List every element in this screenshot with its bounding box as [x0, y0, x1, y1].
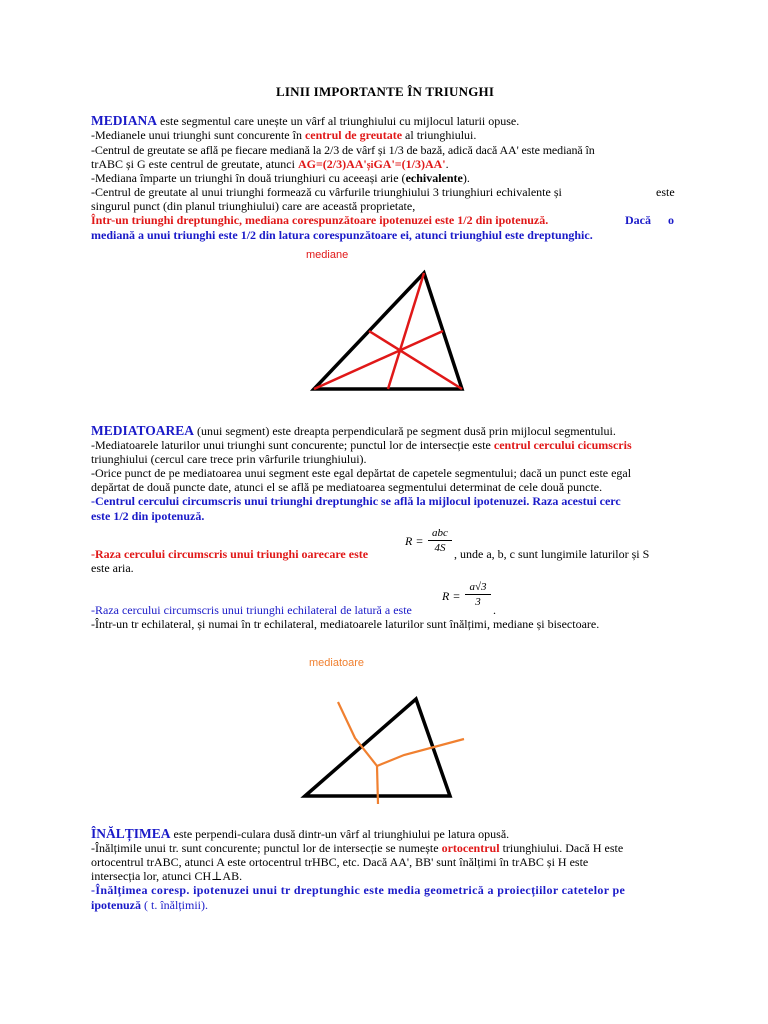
- mediatoarea-line-5: depărtat de două puncte date, atunci el se află pe mediatoarea segmentului determinat de cele două puncte.: [91, 480, 603, 494]
- mediatoare-triangle-figure: [300, 688, 472, 808]
- mediana-line-9: mediană a unui triunghi este 1/2 din latura corespunzătoare ei, atunci triunghiul este dreptunghic.: [91, 228, 593, 242]
- mediana-heading: MEDIANA: [91, 113, 157, 128]
- inaltimea-l2c: triunghiului. Dacă H este: [499, 841, 624, 855]
- mediana-l2a: -Medianele unui triunghi sunt concurente în: [91, 128, 305, 142]
- mediane-triangle-figure: [300, 266, 475, 396]
- inaltimea-line-3: ortocentrul trABC, atunci A este ortocentrul trHBC, etc. Dacă AA', BB' sunt înălțimi în trABC și H este: [91, 855, 589, 869]
- page-title: LINII IMPORTANTE ÎN TRIUNGHI: [276, 84, 495, 99]
- mediatoarea-definition: [91, 423, 616, 439]
- inaltimea-definition: [91, 826, 509, 842]
- mediana-line-3: -Centrul de greutate se află pe fiecare mediană la 2/3 de vârf și 1/3 de bază, adică dacă AA' este mediană în: [91, 143, 595, 157]
- formula-2-fraction: [465, 580, 491, 609]
- mediatoarea-line-7: este 1/2 din ipotenuză.: [91, 509, 205, 523]
- mediana-l4a: trABC și G este centrul de greutate, atunci: [91, 157, 298, 171]
- median-b: [314, 331, 443, 389]
- mediatoarea-line-8a: -Raza cercului circumscris unui triunghi oarecare este: [91, 547, 369, 561]
- mediana-line-7: singurul punct (din planul triunghiului) care are această proprietate,: [91, 199, 416, 213]
- mediana-line-2: [91, 128, 476, 143]
- mediatoarea-line-3: triunghiului (cercul care trece prin vârfurile triunghiului).: [91, 452, 367, 466]
- perp-bisector-right: [377, 739, 464, 766]
- formula-1-denominator: 4S: [434, 542, 446, 554]
- mediatoarea-heading: MEDIATOAREA: [91, 423, 195, 438]
- inaltimea-l6a: ipotenuză: [91, 898, 142, 912]
- ortocentrul-term: ortocentrul: [441, 841, 500, 855]
- mediatoare-figure-label: mediatoare: [309, 657, 365, 669]
- mediana-l4e: .: [445, 157, 449, 171]
- mediana-l1: este segmentul care unește un vârf al triunghiului cu mijlocul laturii opuse.: [157, 114, 520, 128]
- formula-ag: AG=(2/3)AA': [297, 157, 367, 171]
- perp-bisector-base: [377, 766, 378, 804]
- formula-2-denominator: 3: [475, 596, 481, 608]
- mediatoarea-line-6: -Centrul cercului circumscris unui triunghi dreptunghic se află la mijlocul ipotenuzei. Raza acestui cerc: [91, 494, 621, 508]
- inaltimea-line-5: -Înălțimea coresp. ipotenuzei unui tr dreptunghic este media geometrică a proiecțiilor catetelor pe: [91, 883, 626, 897]
- mediatoarea-line-10: -Raza cercului circumscris unui triunghi echilateral de latură a este: [91, 603, 412, 617]
- median-c: [369, 331, 462, 389]
- mediana-line-6a: -Centrul de greutate al unui triunghi formează cu vârfurile triunghiului 3 triunghiuri echivalente și: [91, 185, 562, 199]
- mediana-l2c: al triunghiului.: [402, 128, 477, 142]
- mediana-line-5: [91, 171, 470, 186]
- mediana-line-8a: Într-un triunghi dreptunghic, mediana corespunzătoare ipotenuzei este 1/2 din ipotenuză.: [91, 213, 549, 227]
- inaltimea-l6b: ( t. înălțimii).: [141, 898, 209, 912]
- mediane-figure-label: mediane: [306, 249, 349, 261]
- mediana-line-8c: o: [668, 213, 674, 227]
- inaltimea-line-6: [91, 898, 208, 913]
- inaltimea-line-4: intersecția lor, atunci CH⊥AB.: [91, 869, 243, 883]
- mediana-definition: [91, 113, 519, 129]
- centru-greutate-term: centrul de greutate: [304, 128, 403, 142]
- formula-1-numerator: abc: [432, 527, 448, 539]
- perp-bisector-left: [338, 702, 377, 766]
- inaltimea-heading: ÎNĂLȚIMEA: [91, 826, 171, 841]
- mediana-line-6b: este: [656, 185, 675, 199]
- mediane-triangle: [314, 273, 462, 389]
- formula-2-lhs: R =: [442, 589, 461, 603]
- mediatoarea-line-9: este aria.: [91, 561, 134, 575]
- centrul-cercului-term: centrul cercului cicumscris: [493, 438, 632, 452]
- mediana-l5a: -Mediana împarte un triunghi în două triunghiuri cu aceeași arie (: [91, 171, 406, 185]
- formula-2-numerator: a√3: [469, 581, 487, 593]
- mediana-l5c: ).: [462, 171, 470, 185]
- inaltimea-l2a: -Înălțimile unui tr. sunt concurente; punctul lor de intersecție se numește: [91, 841, 442, 855]
- formula-1-lhs: R =: [405, 534, 424, 548]
- inaltimea-line-2: [91, 841, 623, 856]
- mediana-line-8b: Dacă: [625, 213, 651, 227]
- mediatoarea-line-10b: .: [493, 603, 496, 617]
- mediatoarea-line-11: -Într-un tr echilateral, și numai în tr echilateral, mediatoarele laturilor sunt înălțimi, mediane și bisectoare.: [91, 617, 600, 631]
- mediatoarea-l2a: -Mediatoarele laturilor unui triunghi sunt concurente; punctul lor de intersecție este: [91, 438, 494, 452]
- mediana-l4c: și: [366, 160, 374, 171]
- mediatoarea-line-8b: , unde a, b, c sunt lungimile laturilor și S: [454, 547, 650, 561]
- mediatoarea-line-4: -Orice punct de pe mediatoarea unui segment este egal depărtat de capetele segmentului; dacă un punct este egal: [91, 466, 632, 480]
- formula-1-fraction: [428, 526, 452, 555]
- mediatoarea-l1: (unui segment) este dreapta perpendiculară pe segment dusă prin mijlocul segmentului.: [194, 424, 616, 438]
- mediatoarea-line-2: [91, 438, 632, 453]
- formula-ga: GA'=(1/3)AA': [373, 157, 446, 171]
- inaltimea-l1: este perpendi-culara dusă dintr-un vârf al triunghiului pe latura opusă.: [170, 827, 510, 841]
- echivalente-term: echivalente: [405, 171, 463, 185]
